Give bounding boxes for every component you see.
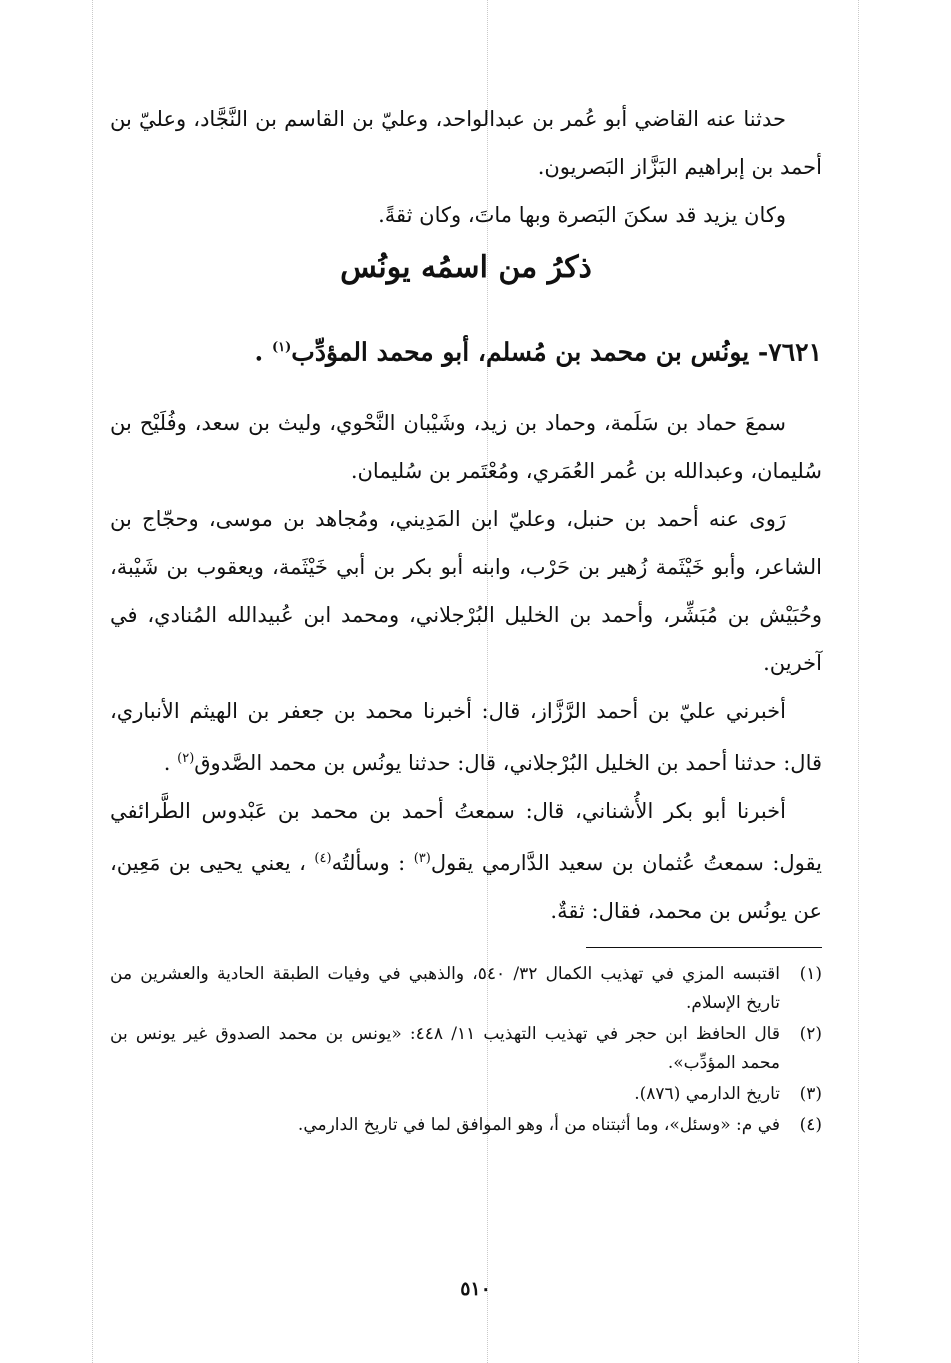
paragraph-text: ، يعني يحيى بن مَعِين، عن يونُس بن محمد، فقال: ثقةٌ. [110, 851, 822, 924]
entry-heading-text: ٧٦٢١- يونُس بن محمد بن مُسلم، أبو محمد المؤدِّب [291, 337, 822, 367]
footnote-text: اقتبسه المزي في تهذيب الكمال ٣٢/ ٥٤٠، والذهبي في وفيات الطبقة الحادية والعشرين من تاريخ الإسلام. [110, 964, 780, 1014]
paragraph-text: أخبرني عليّ بن أحمد الرَّزَّاز، قال: أخبرنا محمد بن جعفر بن الهيثم الأنباري، قال: حدثنا أحمد بن الخليل البُرْجلاني، قال: حدثنا يونُس بن محمد الصَّدوق [110, 699, 822, 776]
page-number: ٥١٠ [460, 1278, 491, 1300]
entry-heading-end: . [254, 337, 264, 367]
page-body [110, 95, 822, 1142]
footnote-number: (٢) [799, 1024, 822, 1045]
guide-line [858, 0, 859, 1363]
footnote [110, 960, 822, 1018]
footnote-ref: (٣) [413, 851, 431, 867]
entry-heading [110, 321, 822, 379]
paragraph-trustworthy: وكان يزيد قد سكنَ البَصرة وبها ماتَ، وكان ثقةً. [378, 203, 786, 227]
footnote-number: (٣) [799, 1084, 822, 1105]
footnote-text: في م: «وسئل»، وما أثبتناه من أ، وهو الموافق لما في تاريخ الدارمي. [297, 1115, 780, 1136]
paragraph-narrated-by: رَوى عنه أحمد بن حنبل، وعليّ ابن المَدِيني، ومُجاهد بن موسى، وحجّاج بن الشاعر، وأبو خَيْثَمة زُهير بن حَرْب، وابنه أبو بكر بن أبي خَيْثَمة، ويعقوب بن شَيْبة، وحُبَيْش بن مُبَشِّر، وأحمد بن الخليل البُرْجلاني، ومحمد ابن عُبيدالله المُنادي، في آخرين. [110, 507, 822, 676]
footnote-number: (٤) [799, 1115, 822, 1136]
paragraph-text: أخبرنا أبو بكر الأُشناني، قال: سمعتُ أحمد بن محمد بن عَبْدوس الطَّرائفي يقول: سمعتُ عُثمان بن سعيد الدَّارمي يقول [110, 799, 822, 876]
footnote [110, 1020, 822, 1078]
footnote [110, 1111, 822, 1140]
footnote [110, 1080, 822, 1109]
paragraph-text: : وسألتُه [331, 851, 414, 876]
footnote-ref: (١) [271, 340, 292, 355]
section-title: ذكرُ من اسمُه يونُس [340, 250, 592, 285]
paragraph-isnad-2 [110, 787, 822, 935]
footnote-divider [586, 947, 822, 948]
footnote-ref: (٤) [314, 851, 332, 867]
guide-line [92, 0, 93, 1363]
footnote-ref: (٢) [177, 751, 195, 767]
paragraph-narrators-top: حدثنا عنه القاضي أبو عُمر بن عبدالواحد، وعليّ بن القاسم بن النَّجَّاد، وعليّ بن أحمد بن إبراهيم البَزَّاز البَصريون. [110, 107, 822, 179]
footnote-text: قال الحافظ ابن حجر في تهذيب التهذيب ١١/ ٤٤٨: «يونس بن محمد الصدوق غير يونس بن محمد المؤدِّب». [110, 1024, 780, 1074]
paragraph-end: . [163, 751, 178, 776]
footnote-number: (١) [799, 964, 822, 985]
footnote-text: تاريخ الدارمي (٨٧٦). [634, 1084, 780, 1105]
footnotes [110, 960, 822, 1140]
paragraph-heard-from: سمعَ حماد بن سَلَمة، وحماد بن زيد، وشَيْبان النَّحْوي، وليث بن سعد، وفُلَيْح بن سُليمان، وعبدالله بن عُمر العُمَري، ومُعْتَمر بن سُليمان. [110, 411, 822, 484]
paragraph-isnad-1 [110, 687, 822, 787]
